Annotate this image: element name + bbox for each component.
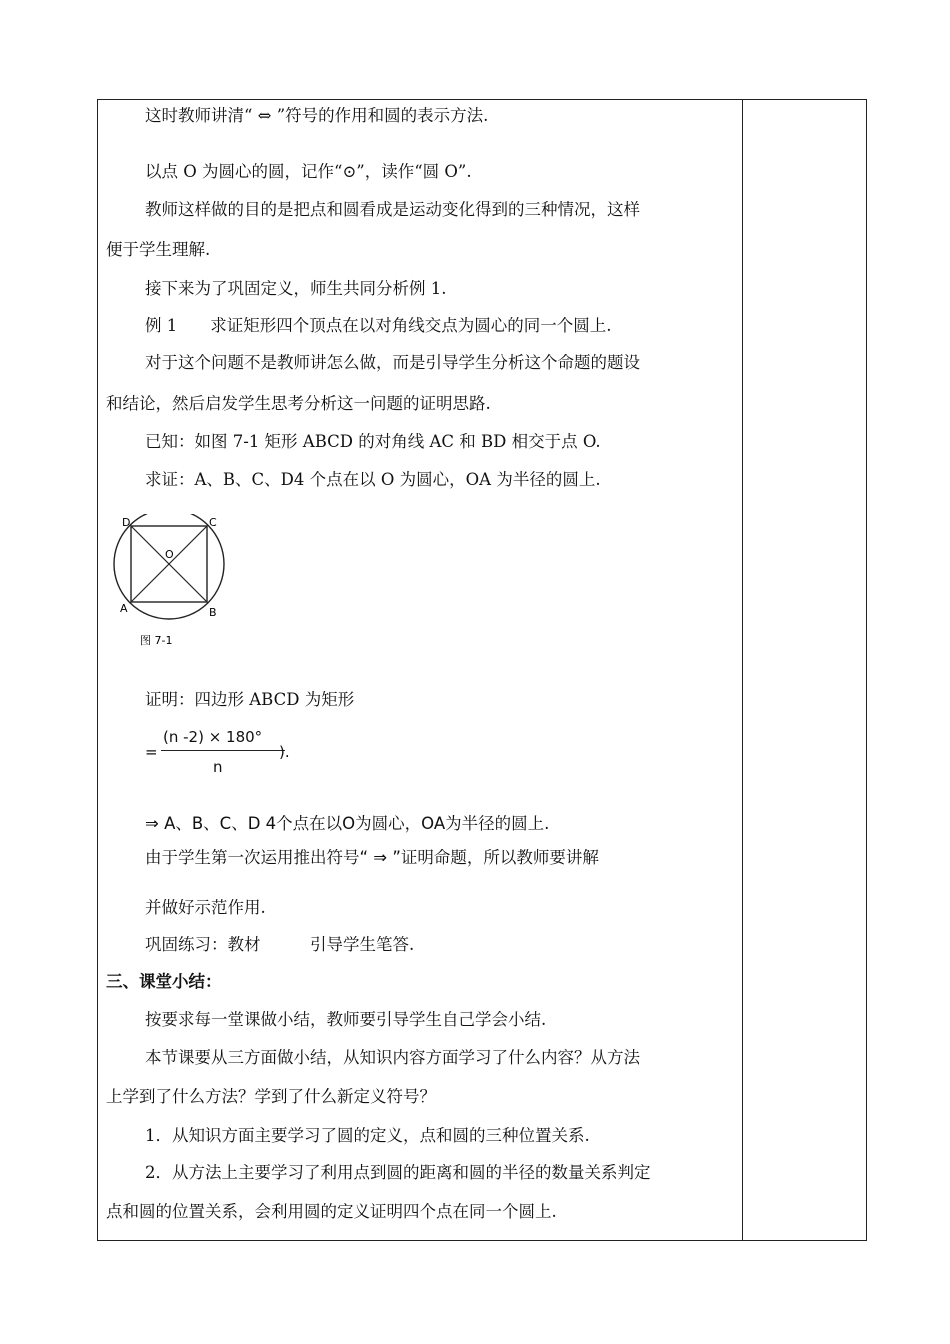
text-line: 上学到了什么方法？学到了什么新定义符号？ — [106, 1087, 436, 1106]
text-line: 和结论，然后启发学生思考分析这一问题的证明思路. — [106, 394, 491, 413]
text-line: 以点 O 为圆心的圆，记作“⊙”，读作“圆 O”. — [145, 162, 472, 181]
column-divider — [742, 99, 743, 1241]
section-heading: 三、课堂小结： — [106, 972, 222, 991]
figure-caption: 图 7-1 — [140, 634, 173, 647]
label-b: B — [209, 606, 217, 619]
proof-line: 证明：四边形 ABCD 为矩形 — [145, 690, 355, 709]
example-title: 例 1 求证矩形四个顶点在以对角线交点为圆心的同一个圆上. — [145, 316, 612, 335]
text-line: 按要求每一堂课做小结，教师要引导学生自己学会小结. — [145, 1010, 547, 1029]
table-frame — [97, 99, 867, 1241]
summary-item-2: 2．从方法上主要学习了利用点到圆的距离和圆的半径的数量关系判定 — [145, 1163, 651, 1182]
rectangle-circle-diagram — [112, 514, 242, 654]
label-o: O — [165, 548, 174, 561]
text-line: 点和圆的位置关系，会利用圆的定义证明四个点在同一个圆上. — [106, 1202, 557, 1221]
prove-line: 求证：A、B、C、D4 个点在以 O 为圆心，OA 为半径的圆上. — [145, 470, 601, 489]
text-line: 对于这个问题不是教师讲怎么做，而是引导学生分析这个命题的题设 — [145, 353, 640, 372]
label-c: C — [209, 516, 217, 529]
text-line: 这时教师讲清“ ⇔ ”符号的作用和圆的表示方法. — [145, 106, 489, 125]
conclusion-line: ⇒ A、B、C、D 4个点在以O为圆心，OA为半径的圆上. — [145, 814, 550, 833]
summary-item-1: 1．从知识方面主要学习了圆的定义，点和圆的三种位置关系. — [145, 1126, 590, 1145]
numerator: (n -2) × 180° — [163, 728, 263, 746]
text-line: 教师这样做的目的是把点和圆看成是运动变化得到的三种情况，这样 — [145, 200, 640, 219]
denominator: n — [213, 758, 223, 776]
figure-7-1 — [112, 514, 242, 658]
exercise-line: 巩固练习：教材 引导学生笔答. — [145, 935, 415, 954]
equals-sign: = — [145, 743, 158, 761]
text-line: 接下来为了巩固定义，师生共同分析例 1. — [145, 279, 447, 298]
formula-tail: ). — [279, 743, 290, 761]
text-line: 由于学生第一次运用推出符号“ ⇒ ”证明命题，所以教师要讲解 — [145, 848, 599, 867]
text-line: 便于学生理解. — [106, 240, 211, 259]
text-line: 并做好示范作用. — [145, 898, 266, 917]
text-line: 本节课要从三方面做小结，从知识内容方面学习了什么内容？从方法 — [145, 1048, 640, 1067]
label-d: D — [122, 516, 131, 529]
given-line: 已知：如图 7-1 矩形 ABCD 的对角线 AC 和 BD 相交于点 O. — [145, 432, 601, 451]
fraction-bar — [161, 750, 285, 751]
label-a: A — [120, 602, 128, 615]
